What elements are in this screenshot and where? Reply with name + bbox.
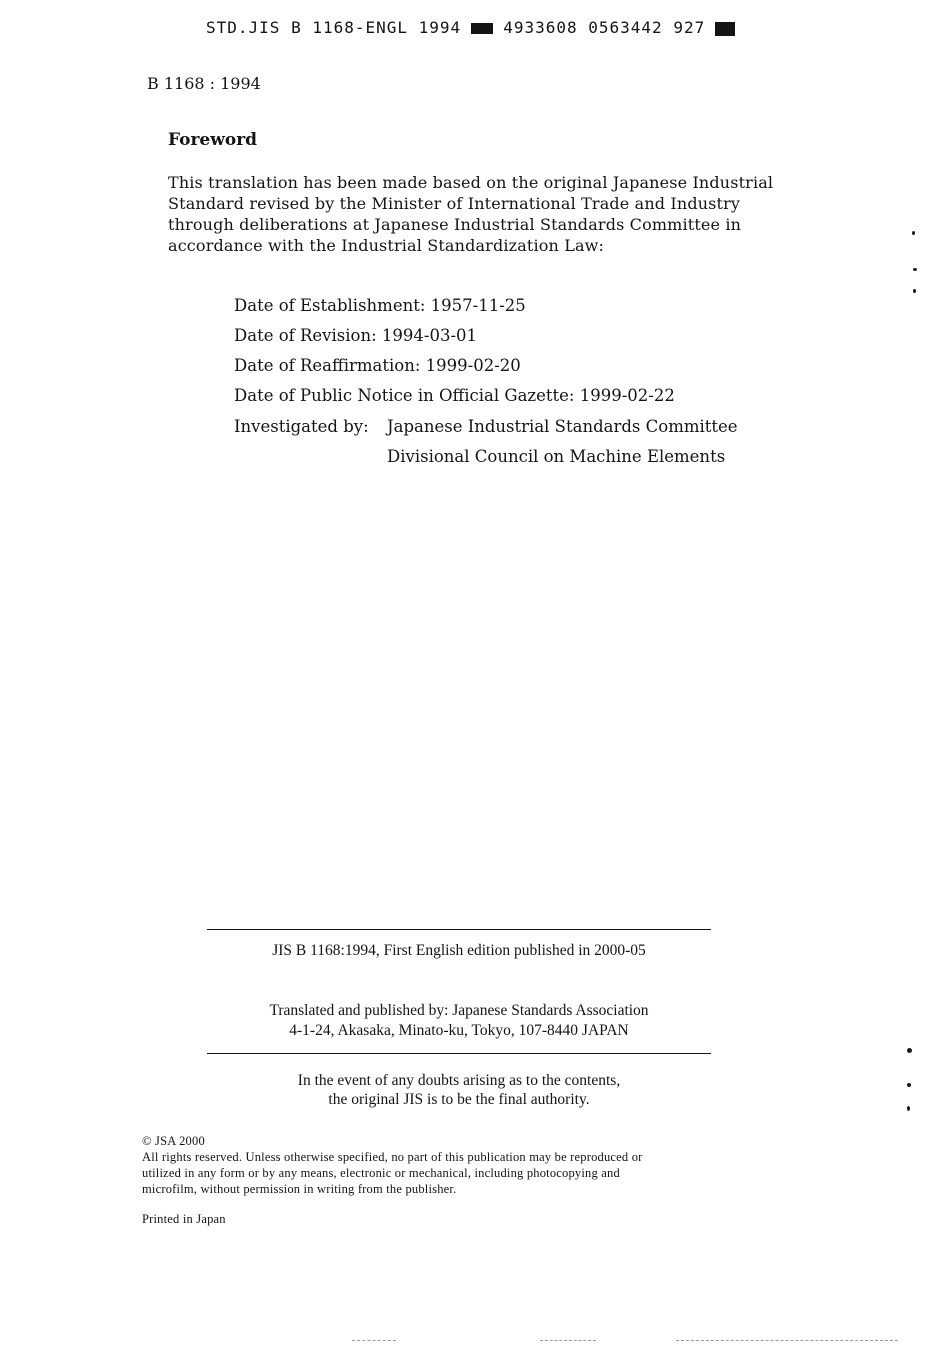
foreword-line: This translation has been made based on the original Japanese Industrial — [168, 173, 774, 192]
foreword-line: Standard revised by the Minister of International Trade and Industry — [168, 194, 741, 213]
document-header — [206, 18, 735, 37]
scan-speck — [913, 268, 917, 271]
publication-bottom-rule — [207, 1053, 711, 1054]
edition-statement: JIS B 1168:1994, First English edition published in 2000-05 — [272, 942, 646, 959]
header-block-mark-end — [715, 22, 735, 36]
scan-speck — [913, 289, 916, 293]
authority-note-line: the original JIS is to be the final authority. — [328, 1091, 590, 1108]
scan-edge-artifact — [352, 1340, 396, 1341]
header-block-mark — [471, 23, 493, 34]
publisher-address: 4-1-24, Akasaka, Minato-ku, Tokyo, 107-8440 JAPAN — [289, 1022, 629, 1039]
date-of-public-notice: Date of Public Notice in Official Gazette: 1999-02-22 — [234, 386, 675, 405]
investigated-by-committee: Japanese Industrial Standards Committee — [387, 417, 738, 436]
date-of-establishment: Date of Establishment: 1957-11-25 — [234, 296, 526, 315]
scan-speck — [907, 1106, 910, 1111]
scan-speck — [912, 231, 915, 235]
investigated-by-council: Divisional Council on Machine Elements — [387, 447, 726, 466]
foreword-line: accordance with the Industrial Standardization Law: — [168, 236, 605, 255]
rights-statement-line: All rights reserved. Unless otherwise specified, no part of this publication may be reproduced or — [142, 1150, 643, 1164]
scan-edge-artifact — [540, 1340, 596, 1341]
scan-edge-artifact — [676, 1340, 898, 1341]
header-left-code: STD.JIS B 1168-ENGL 1994 — [206, 18, 462, 37]
printed-in-line: Printed in Japan — [142, 1212, 226, 1226]
date-of-reaffirmation: Date of Reaffirmation: 1999-02-20 — [234, 356, 521, 375]
page-identifier: B 1168 : 1994 — [147, 74, 261, 93]
publication-top-rule — [207, 929, 711, 930]
rights-statement-line: microfilm, without permission in writing from the publisher. — [142, 1182, 457, 1196]
authority-note-line: In the event of any doubts arising as to the contents, — [297, 1072, 621, 1089]
investigated-by-label: Investigated by: — [234, 417, 369, 436]
publisher-statement: Translated and published by: Japanese Standards Association — [269, 1002, 649, 1019]
scan-speck — [907, 1083, 911, 1087]
foreword-line: through deliberations at Japanese Industrial Standards Committee in — [168, 215, 742, 234]
scan-speck — [907, 1048, 912, 1053]
foreword-heading: Foreword — [168, 130, 258, 150]
date-of-revision: Date of Revision: 1994-03-01 — [234, 326, 478, 345]
rights-statement-line: utilized in any form or by any means, electronic or mechanical, including photocopying and — [142, 1166, 620, 1180]
header-right-code: 4933608 0563442 927 — [503, 18, 706, 37]
copyright-line: © JSA 2000 — [142, 1134, 205, 1148]
